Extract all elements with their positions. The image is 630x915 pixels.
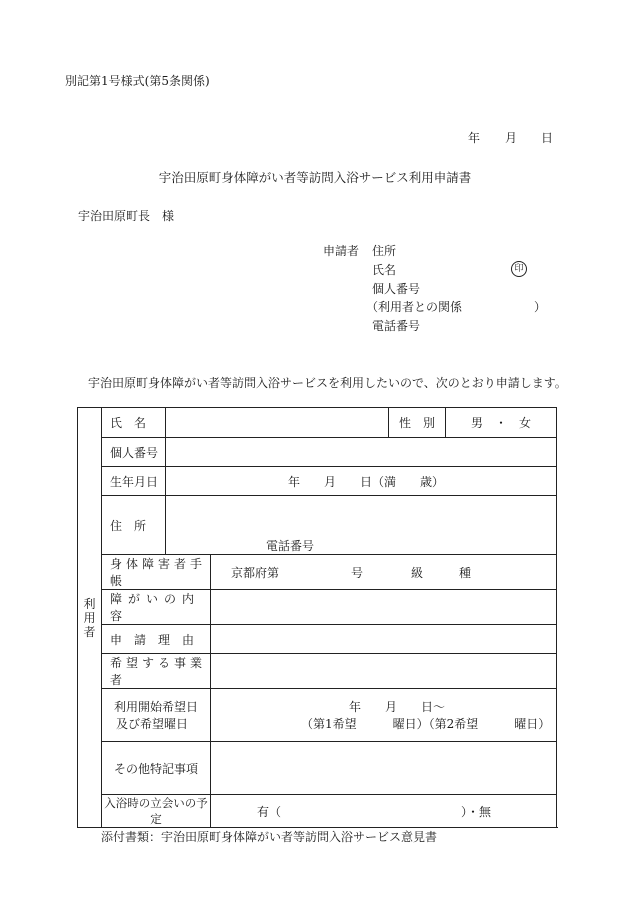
date-day: 日 <box>541 131 554 145</box>
handbook-field[interactable]: 京都府第 号 級 種 <box>211 555 557 590</box>
row-name <box>78 408 557 438</box>
provider-label: 希望する事業者 <box>102 654 211 689</box>
row-handbook <box>78 555 557 590</box>
handbook-label: 身体障害者手帳 <box>102 555 211 590</box>
birth-label: 生年月日 <box>102 467 166 496</box>
id-number-field[interactable] <box>166 438 557 467</box>
date-month: 月 <box>505 131 518 145</box>
row-start <box>78 689 557 742</box>
provider-field[interactable] <box>211 654 557 689</box>
addressee: 宇治田原町長 様 <box>78 209 175 223</box>
row-reason <box>78 625 557 654</box>
name-label: 氏 名 <box>102 408 166 438</box>
reason-field[interactable] <box>211 625 557 654</box>
attendance-field[interactable]: 有（ ）・無 <box>211 795 557 828</box>
applicant-address-label: 住所 <box>372 244 397 258</box>
application-table <box>77 407 557 828</box>
address-label: 住 所 <box>102 496 166 555</box>
attachment-note: 添付書類：宇治田原町身体障がい者等訪問入浴サービス意見書 <box>101 830 438 844</box>
address-field[interactable] <box>166 496 557 555</box>
body-text: 宇治田原町身体障がい者等訪問入浴サービスを利用したいので、次のとおり申請します。 <box>88 376 567 390</box>
disability-label: 障がいの内容 <box>102 590 211 625</box>
form-label: 別記第1号様式(第5条関係) <box>65 74 210 88</box>
name-field[interactable] <box>166 408 389 438</box>
gender-label: 性 別 <box>389 408 446 438</box>
start-field[interactable]: 年 月 日～ （第1希望 曜日）（第2希望 曜日） <box>211 689 557 742</box>
other-field[interactable] <box>211 742 557 795</box>
address-phone-label: 電話番号 <box>266 539 315 553</box>
row-attendance <box>78 795 557 828</box>
row-provider <box>78 654 557 689</box>
applicant-relation: （利用者との関係 ） <box>366 300 547 314</box>
other-label: その他特記事項 <box>102 742 211 795</box>
row-id <box>78 438 557 467</box>
disability-field[interactable] <box>211 590 557 625</box>
seal-mark: 印 <box>511 261 527 277</box>
row-address <box>78 496 557 555</box>
applicant-heading: 申請者 <box>323 244 360 258</box>
applicant-id-label: 個人番号 <box>372 282 421 296</box>
start-label: 利用開始希望日 及び希望曜日 <box>102 689 211 742</box>
birth-field[interactable]: 年 月 日（満 歳） <box>166 467 557 496</box>
date-year: 年 <box>468 131 481 145</box>
applicant-phone-label: 電話番号 <box>372 319 421 333</box>
id-number-label: 個人番号 <box>102 438 166 467</box>
side-label-user: 利 用 者 <box>78 408 102 828</box>
row-other <box>78 742 557 795</box>
row-birth <box>78 467 557 496</box>
row-disability <box>78 590 557 625</box>
applicant-name-label: 氏名 <box>372 263 397 277</box>
reason-label: 申請理由 <box>102 625 211 654</box>
attendance-label: 入浴時の立会いの予定 <box>102 795 211 828</box>
document-title: 宇治田原町身体障がい者等訪問入浴サービス利用申請書 <box>158 170 472 185</box>
gender-options[interactable]: 男 ・ 女 <box>446 408 557 438</box>
